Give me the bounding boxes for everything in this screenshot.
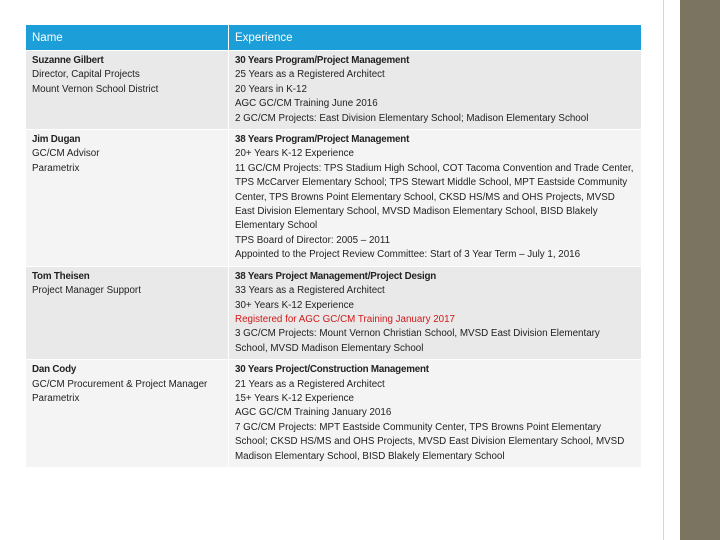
experience-line: 21 Years as a Registered Architect xyxy=(235,378,385,390)
person-name: Tom Theisen xyxy=(32,270,90,282)
experience-line: 30+ Years K-12 Experience xyxy=(235,299,355,311)
experience-column-header: Experience xyxy=(229,25,642,51)
table-row xyxy=(26,360,642,468)
person-cell xyxy=(26,130,229,267)
table-row xyxy=(26,266,642,359)
experience-line: 11 GC/CM Projects: TPS Stadium High School, COT Tacoma Convention and Trade Center, TPS McCarver Elementary School; TPS Stewart Middle School, MPT Eastside Community Center, TPS Browns Point Elementary School, CKSD HS/MS and OHS Projects, MVSD East Division Elementary School, MVSD Madison Elementary School, BISD Blakely Elementary School xyxy=(235,162,634,232)
table-header-row xyxy=(26,25,642,51)
person-name: Dan Cody xyxy=(32,364,77,376)
person-cell xyxy=(26,51,229,130)
experience-cell xyxy=(229,51,642,130)
person-role-line: Mount Vernon School District xyxy=(32,83,159,95)
slide-divider-line xyxy=(663,0,664,540)
person-role-line: GC/CM Procurement & Project Manager xyxy=(32,378,208,390)
slide-side-bar xyxy=(680,0,720,540)
experience-line: 33 Years as a Registered Architect xyxy=(235,285,385,297)
person-role-line: Director, Capital Projects xyxy=(32,69,140,81)
person-role-line: GC/CM Advisor xyxy=(32,148,100,160)
experience-line: Registered for AGC GC/CM Training January 2017 xyxy=(235,313,455,325)
person-cell xyxy=(26,360,229,468)
experience-headline: 30 Years Project/Construction Management xyxy=(235,364,429,376)
experience-line: 15+ Years K-12 Experience xyxy=(235,392,355,404)
experience-line: 3 GC/CM Projects: Mount Vernon Christian School, MVSD East Division Elementary School, MVSD Madison Elementary School xyxy=(235,328,600,354)
person-role-line: Project Manager Support xyxy=(32,285,141,297)
team-experience-table xyxy=(25,24,642,468)
experience-cell xyxy=(229,360,642,468)
experience-line: 25 Years as a Registered Architect xyxy=(235,69,385,81)
experience-line: 2 GC/CM Projects: East Division Elementary School; Madison Elementary School xyxy=(235,112,589,124)
name-column-header: Name xyxy=(26,25,229,51)
experience-line: AGC GC/CM Training June 2016 xyxy=(235,98,378,110)
table-row xyxy=(26,130,642,267)
person-role-line: Parametrix xyxy=(32,392,80,404)
person-role-line: Parametrix xyxy=(32,162,80,174)
table-row xyxy=(26,51,642,130)
experience-line: Appointed to the Project Review Committee: Start of 3 Year Term – July 1, 2016 xyxy=(235,249,581,261)
experience-line: 20 Years in K-12 xyxy=(235,83,307,95)
experience-line: TPS Board of Director: 2005 – 2011 xyxy=(235,234,391,246)
experience-line: AGC GC/CM Training January 2016 xyxy=(235,407,392,419)
experience-line: 20+ Years K-12 Experience xyxy=(235,148,355,160)
experience-headline: 38 Years Project Management/Project Design xyxy=(235,270,437,282)
experience-cell xyxy=(229,130,642,267)
person-name: Jim Dugan xyxy=(32,134,81,146)
experience-headline: 30 Years Program/Project Management xyxy=(235,55,410,66)
person-cell xyxy=(26,266,229,359)
person-name: Suzanne Gilbert xyxy=(32,55,104,66)
experience-headline: 38 Years Program/Project Management xyxy=(235,134,410,146)
experience-cell xyxy=(229,266,642,359)
experience-line: 7 GC/CM Projects: MPT Eastside Community Center, TPS Browns Point Elementary School; CKSD HS/MS and OHS Projects, MVSD East Division Elementary School, MVSD Madison Elementary School, BISD Blakely Elementary School xyxy=(235,421,625,462)
